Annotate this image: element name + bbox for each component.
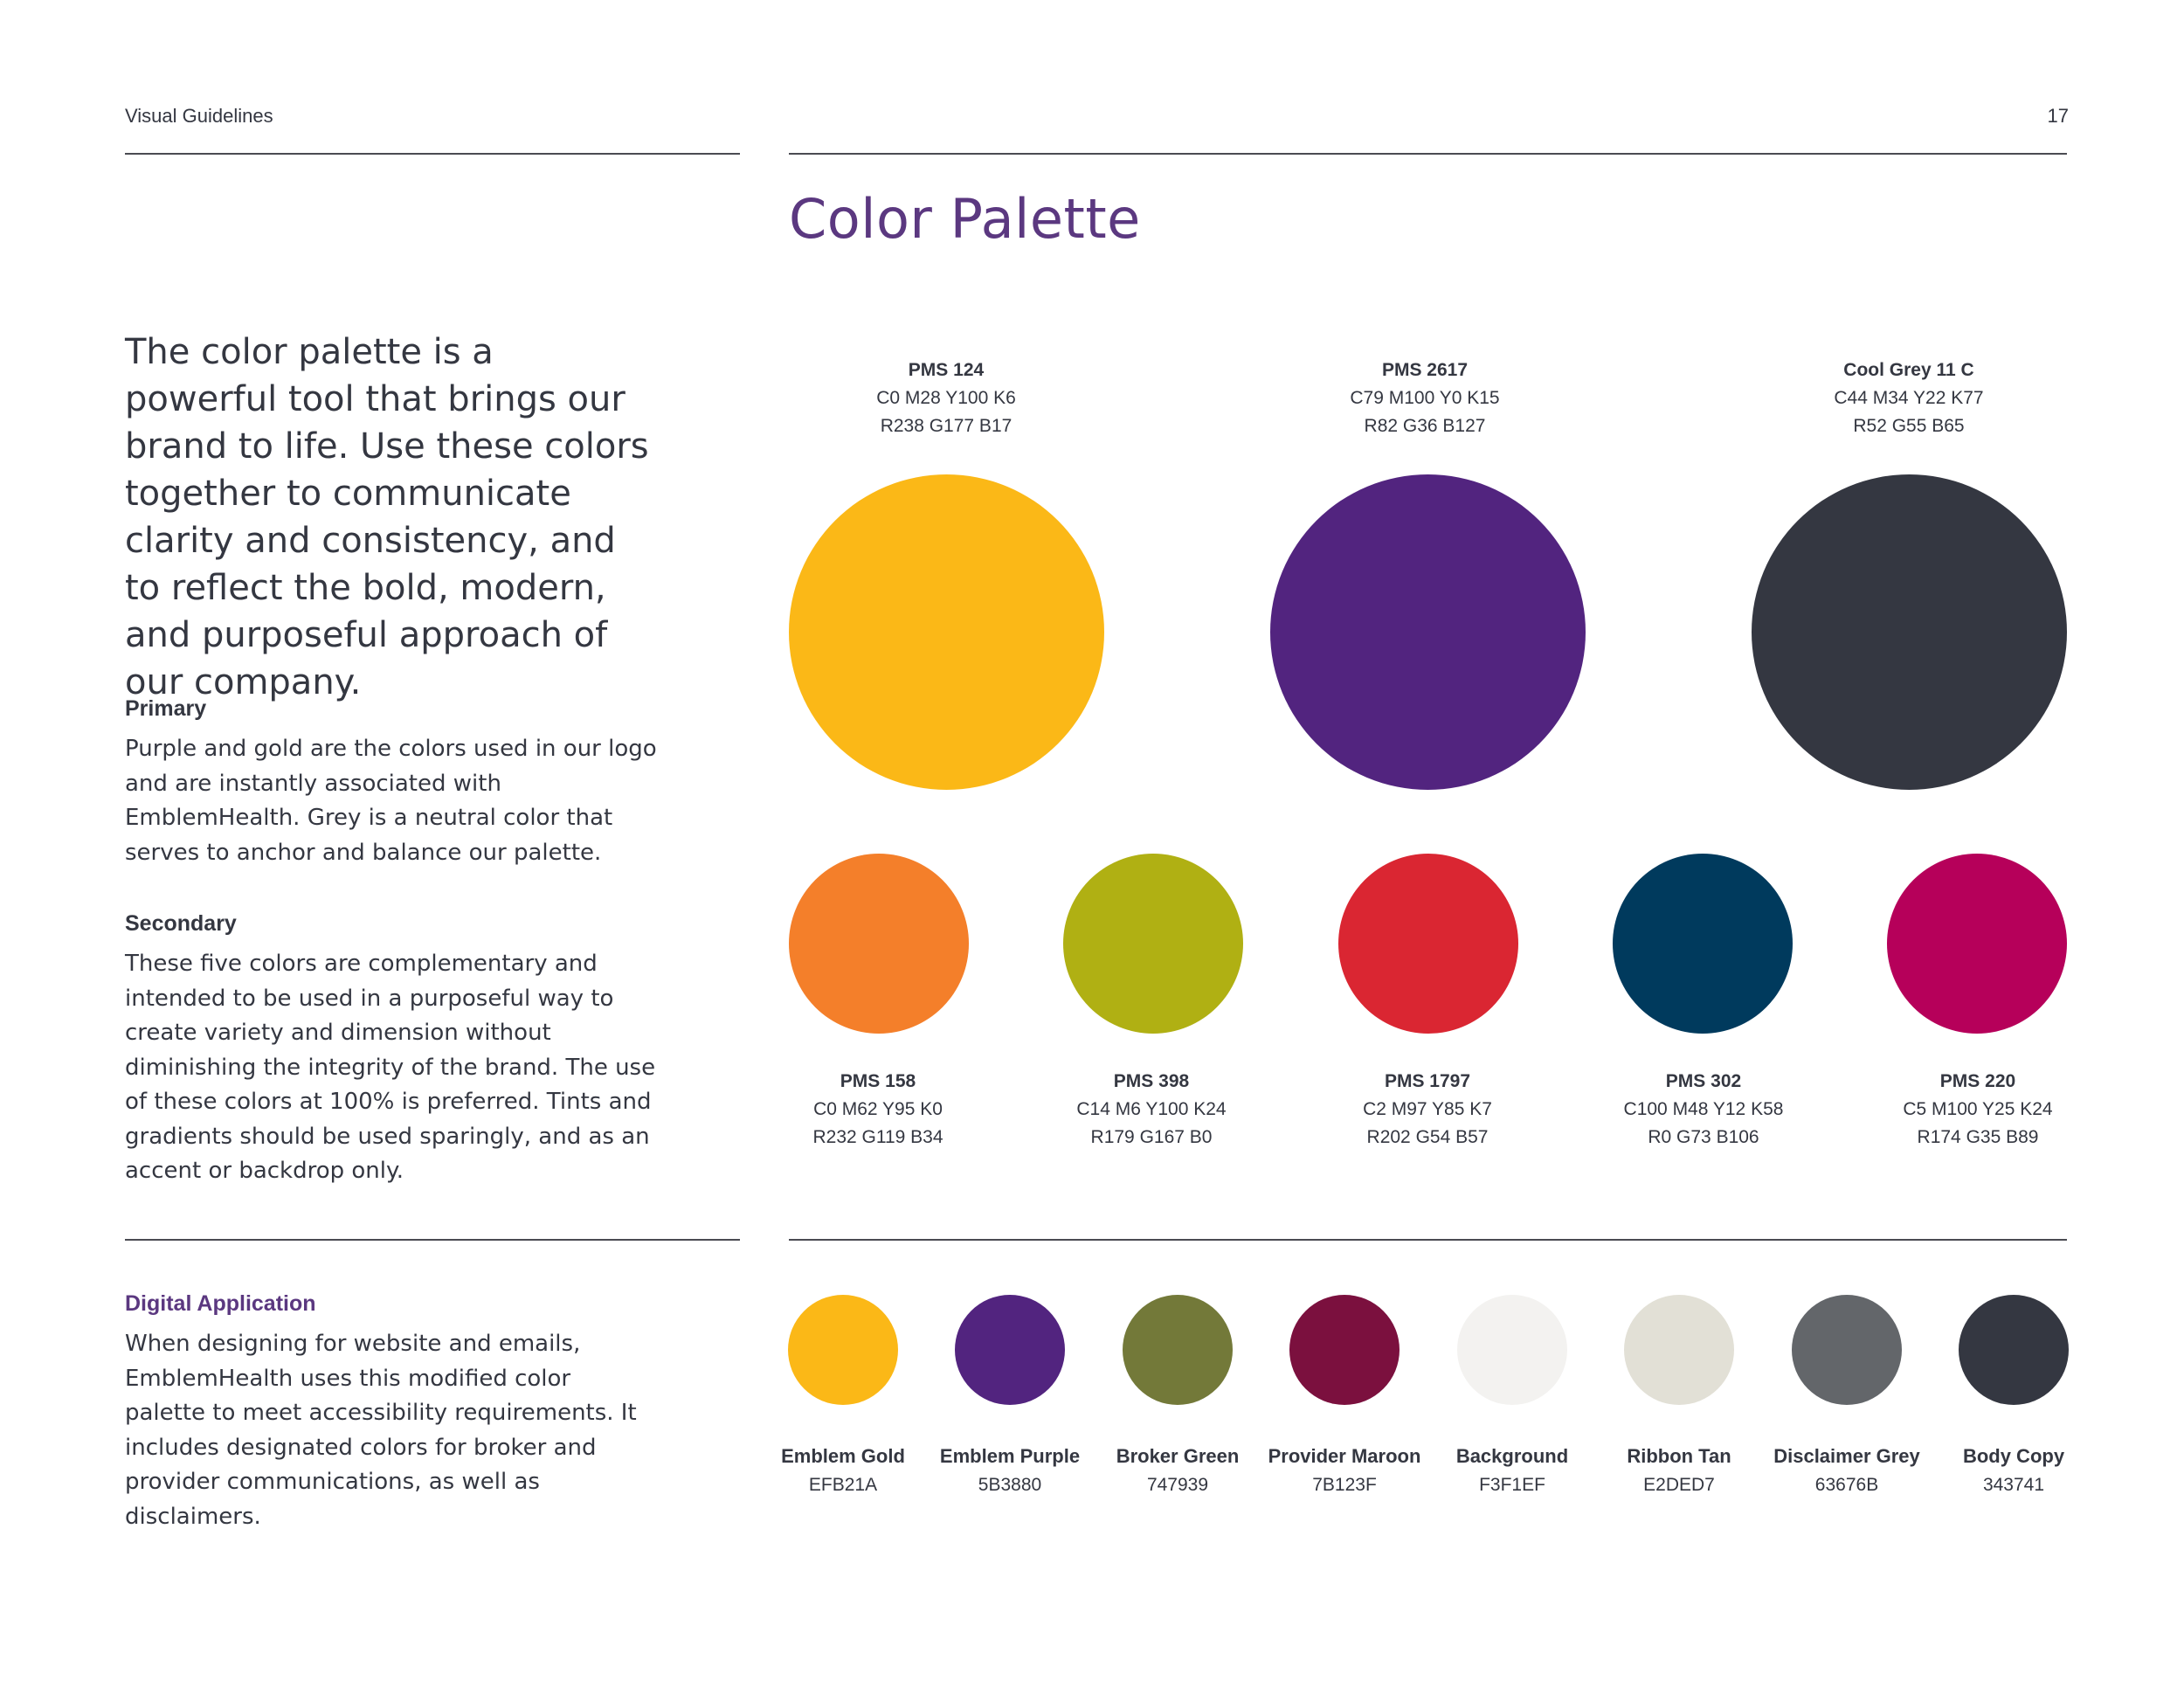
color-name: Background bbox=[1455, 1445, 1569, 1467]
digital-swatch-disclaimer-grey bbox=[1792, 1295, 1902, 1405]
color-rgb: R82 G36 B127 bbox=[1364, 416, 1486, 436]
color-name: PMS 2617 bbox=[1381, 360, 1469, 380]
secondary-heading: Secondary bbox=[125, 911, 237, 936]
color-hex: 63676B bbox=[1814, 1475, 1879, 1495]
color-rgb: R238 G177 B17 bbox=[880, 416, 1013, 436]
color-rgb: R232 G119 B34 bbox=[812, 1127, 943, 1147]
primary-color-label bbox=[1734, 356, 2084, 440]
color-hex: EFB21A bbox=[808, 1475, 878, 1495]
color-hex: 5B3880 bbox=[978, 1475, 1042, 1495]
color-name: Ribbon Tan bbox=[1627, 1445, 1731, 1467]
digital-swatch-provider-maroon bbox=[1289, 1295, 1400, 1405]
color-hex: 343741 bbox=[1982, 1475, 2045, 1495]
running-header: Visual Guidelines bbox=[125, 105, 273, 127]
section-rule-right bbox=[789, 1239, 2067, 1241]
primary-color-label bbox=[771, 356, 1121, 440]
digital-color-label bbox=[756, 1442, 930, 1499]
color-name: PMS 220 bbox=[1939, 1071, 2016, 1091]
color-rgb: R0 G73 B106 bbox=[1648, 1127, 1759, 1147]
header-rule-right bbox=[789, 153, 2067, 155]
color-hex: E2DED7 bbox=[1643, 1475, 1715, 1495]
digital-color-label bbox=[1090, 1442, 1265, 1499]
digital-swatch-ribbon-tan bbox=[1624, 1295, 1734, 1405]
digital-color-label bbox=[1257, 1442, 1432, 1499]
color-cmyk: C79 M100 Y0 K15 bbox=[1350, 388, 1500, 408]
color-name: Provider Maroon bbox=[1268, 1445, 1421, 1467]
color-cmyk: C44 M34 Y22 K77 bbox=[1834, 388, 1984, 408]
color-name: Disclaimer Grey bbox=[1773, 1445, 1920, 1467]
color-cmyk: C0 M62 Y95 K0 bbox=[813, 1099, 943, 1119]
digital-swatch-broker-green bbox=[1123, 1295, 1233, 1405]
primary-swatch-grey bbox=[1752, 474, 2067, 790]
intro-text: The color palette is a powerful tool that brings our brand to life. Use these colors together to communicate clarity and consistency, and to reflect the bold, modern, and purposeful approach of our company. bbox=[125, 332, 649, 702]
secondary-swatch-red bbox=[1338, 854, 1518, 1034]
secondary-color-label bbox=[1847, 1068, 2109, 1152]
color-rgb: R202 G54 B57 bbox=[1366, 1127, 1489, 1147]
page-title: Color Palette bbox=[789, 187, 1141, 251]
color-cmyk: C0 M28 Y100 K6 bbox=[876, 388, 1016, 408]
color-cmyk: C14 M6 Y100 K24 bbox=[1076, 1099, 1227, 1119]
digital-swatch-emblem-gold bbox=[788, 1295, 898, 1405]
color-name: Broker Green bbox=[1116, 1445, 1240, 1467]
primary-body: Purple and gold are the colors used in our logo and are instantly associated with EmblemHealth. Grey is a neutral color that serves to anchor and balance our palette. bbox=[125, 736, 657, 866]
color-name: Emblem Gold bbox=[781, 1445, 905, 1467]
digital-swatch-background bbox=[1457, 1295, 1567, 1405]
color-cmyk: C5 M100 Y25 K24 bbox=[1903, 1099, 2053, 1119]
primary-swatch-gold bbox=[789, 474, 1104, 790]
secondary-swatch-orange bbox=[789, 854, 969, 1034]
primary-swatch-purple bbox=[1270, 474, 1586, 790]
digital-swatch-emblem-purple bbox=[955, 1295, 1065, 1405]
digital-heading: Digital Application bbox=[125, 1291, 316, 1316]
digital-color-label bbox=[1425, 1442, 1600, 1499]
color-name: Emblem Purple bbox=[939, 1445, 1081, 1467]
color-name: PMS 124 bbox=[908, 360, 985, 380]
page-number: 17 bbox=[2047, 105, 2069, 127]
color-name: PMS 398 bbox=[1113, 1071, 1190, 1091]
color-rgb: R179 G167 B0 bbox=[1090, 1127, 1213, 1147]
secondary-swatch-olive bbox=[1063, 854, 1243, 1034]
color-name: PMS 302 bbox=[1665, 1071, 1742, 1091]
primary-color-label bbox=[1250, 356, 1600, 440]
color-rgb: R174 G35 B89 bbox=[1917, 1127, 2039, 1147]
color-hex: 7B123F bbox=[1312, 1475, 1377, 1495]
secondary-color-label bbox=[1020, 1068, 1282, 1152]
color-name: Cool Grey 11 C bbox=[1843, 360, 1974, 380]
color-name: PMS 158 bbox=[840, 1071, 916, 1091]
color-cmyk: C2 M97 Y85 K7 bbox=[1363, 1099, 1492, 1119]
digital-body: When designing for website and emails, EmblemHealth uses this modified color palette to meet accessibility requirements. It includes designated colors for broker and provider communications, as well as disclaimers. bbox=[125, 1331, 637, 1530]
color-name: PMS 1797 bbox=[1384, 1071, 1471, 1091]
secondary-color-label bbox=[1296, 1068, 1559, 1152]
secondary-swatch-magenta bbox=[1887, 854, 2067, 1034]
secondary-swatch-navy bbox=[1613, 854, 1793, 1034]
secondary-body: These five colors are complementary and intended to be used in a purposeful way to create variety and dimension without diminishing the integrity of the brand. The use of these colors at 100% is preferred. Tints and gradients should be used sparingly, and as an accent or backdrop only. bbox=[125, 951, 656, 1184]
section-rule-left bbox=[125, 1239, 740, 1241]
primary-heading: Primary bbox=[125, 696, 207, 721]
color-hex: F3F1EF bbox=[1479, 1475, 1545, 1495]
digital-swatch-body-copy bbox=[1959, 1295, 2069, 1405]
header-rule-left bbox=[125, 153, 740, 155]
color-rgb: R52 G55 B65 bbox=[1853, 416, 1965, 436]
digital-color-label bbox=[923, 1442, 1097, 1499]
digital-color-label bbox=[1592, 1442, 1766, 1499]
digital-color-label bbox=[1759, 1442, 1934, 1499]
color-hex: 747939 bbox=[1146, 1475, 1209, 1495]
secondary-color-label bbox=[1572, 1068, 1835, 1152]
secondary-color-label bbox=[747, 1068, 1009, 1152]
digital-color-label bbox=[1926, 1442, 2101, 1499]
color-cmyk: C100 M48 Y12 K58 bbox=[1623, 1099, 1784, 1119]
color-name: Body Copy bbox=[1962, 1445, 2065, 1467]
